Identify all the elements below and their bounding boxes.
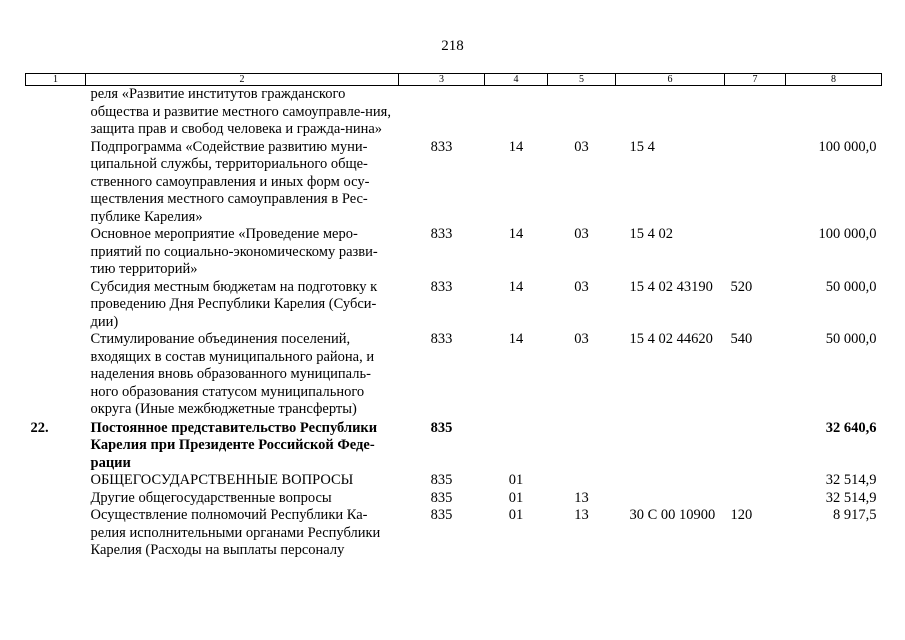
subsection-code-cell: [548, 472, 616, 490]
row-name-cell: Субсидия местным бюджетам на подготовку к проведению Дня Республики Карелия (Субси-дии): [90, 278, 378, 330]
expense-type-cell: [725, 139, 786, 227]
table-row: [26, 419, 882, 473]
amount-cell: 50 000,0: [825, 331, 877, 347]
table-row: [26, 139, 882, 227]
row-number-cell: 22.: [30, 419, 49, 436]
section-code-cell: 01: [508, 507, 524, 523]
row-name-cell: Осуществление полномочий Республики Ка-релия исполнительными органами Республики Карелия (Расходы на выплаты персоналу: [90, 507, 381, 558]
row-name-cell: ОБЩЕГОСУДАРСТВЕННЫЕ ВОПРОСЫ: [90, 472, 354, 488]
expense-type-cell: 120: [730, 507, 753, 523]
table-row: [26, 279, 882, 332]
table-row: [26, 331, 882, 419]
section-code-cell: 14: [508, 331, 524, 347]
target-article-cell: [616, 86, 725, 139]
expense-type-cell: [725, 472, 786, 490]
page-number: 218: [441, 38, 464, 54]
row-number-cell: [26, 331, 86, 419]
amount-cell: 32 514,9: [825, 472, 877, 488]
subsection-code-cell: 03: [574, 226, 589, 242]
section-code-cell: [485, 419, 548, 473]
row-name-cell: Основное мероприятие «Проведение меро-приятий по социально-экономическому разви-тию территорий»: [90, 226, 378, 277]
table-row: [26, 86, 882, 139]
row-number-cell: [26, 226, 86, 279]
subsection-code-cell: [548, 86, 616, 139]
expense-type-cell: [725, 226, 786, 279]
ministry-code-cell: 835: [430, 507, 453, 523]
target-article-cell: [616, 419, 725, 473]
column-number-header-row: [26, 74, 882, 86]
row-name-cell: Другие общегосударственные вопросы: [90, 489, 332, 506]
subsection-code-cell: 03: [574, 278, 589, 295]
ministry-code-cell: 835: [430, 419, 453, 436]
expense-type-cell: [725, 490, 786, 508]
table-row: [26, 226, 882, 279]
row-name-cell: Подпрограмма «Содействие развитию муни-ципальной службы, территориального обще-ственного самоуправления и иных форм осу-ществления местного самоуправления в Рес-публике Карелия»: [90, 138, 370, 225]
table-body: [26, 86, 882, 560]
subsection-code-cell: 03: [574, 331, 589, 347]
subsection-code-cell: 03: [574, 138, 589, 155]
column-header: 4: [485, 74, 548, 86]
table-row: [26, 472, 882, 490]
section-code-cell: 01: [508, 489, 524, 506]
ministry-code-cell: 833: [430, 331, 453, 347]
table-row: [26, 490, 882, 508]
subsection-code-cell: [548, 419, 616, 473]
row-number-cell: [26, 139, 86, 227]
section-code-cell: [485, 86, 548, 139]
target-article-cell: [616, 490, 725, 508]
ministry-code-cell: 833: [430, 278, 453, 295]
target-article-cell: [616, 472, 725, 490]
table-row: [26, 507, 882, 560]
column-header: 8: [786, 74, 882, 86]
row-number-cell: [26, 279, 86, 332]
section-code-cell: 14: [508, 278, 524, 295]
target-article-cell: 15 4 02: [629, 226, 673, 242]
subsection-code-cell: 13: [574, 489, 589, 506]
amount-cell: [786, 86, 882, 139]
amount-cell: 100 000,0: [818, 226, 877, 242]
budget-table: [25, 73, 882, 560]
row-number-cell: [26, 472, 86, 490]
ministry-code-cell: 833: [430, 138, 453, 155]
expense-type-cell: 540: [730, 331, 753, 347]
ministry-code-cell: [399, 86, 485, 139]
expense-type-cell: [725, 86, 786, 139]
ministry-code-cell: 835: [430, 472, 453, 488]
amount-cell: 8 917,5: [833, 507, 877, 523]
subsection-code-cell: 13: [574, 507, 589, 523]
row-name-cell: реля «Развитие институтов гражданского общества и развитие местного самоуправле-ния, защита прав и свобод человека и гражда-нина»: [90, 86, 391, 137]
target-article-cell: 15 4 02 44620: [629, 331, 713, 347]
row-name-cell: Стимулирование объединения поселений, входящих в состав муниципального района, и наделения вновь образованного муниципаль-ного образования статусом муниципального округа (Иные межбюджетные трансферты): [90, 331, 375, 417]
column-header: 2: [86, 74, 399, 86]
column-header: 1: [26, 74, 86, 86]
column-header: 6: [616, 74, 725, 86]
row-number-cell: [26, 490, 86, 508]
section-code-cell: 14: [508, 138, 524, 155]
section-code-cell: 14: [508, 226, 524, 242]
section-code-cell: 01: [508, 472, 524, 488]
amount-cell: 50 000,0: [825, 278, 877, 295]
target-article-cell: 15 4: [629, 138, 655, 155]
amount-cell: 32 640,6: [825, 419, 877, 436]
row-name-cell: Постоянное представительство Республики Карелия при Президенте Российской Феде-рации: [90, 419, 378, 471]
row-number-cell: [26, 86, 86, 139]
amount-cell: 32 514,9: [825, 489, 877, 506]
column-header: 5: [548, 74, 616, 86]
ministry-code-cell: 833: [430, 226, 453, 242]
expense-type-cell: 520: [730, 278, 753, 295]
amount-cell: 100 000,0: [818, 138, 877, 155]
expense-type-cell: [725, 419, 786, 473]
target-article-cell: 15 4 02 43190: [629, 278, 713, 295]
target-article-cell: 30 С 00 10900: [629, 507, 716, 523]
column-header: 7: [725, 74, 786, 86]
ministry-code-cell: 835: [430, 489, 453, 506]
row-number-cell: [26, 507, 86, 560]
column-header: 3: [399, 74, 485, 86]
